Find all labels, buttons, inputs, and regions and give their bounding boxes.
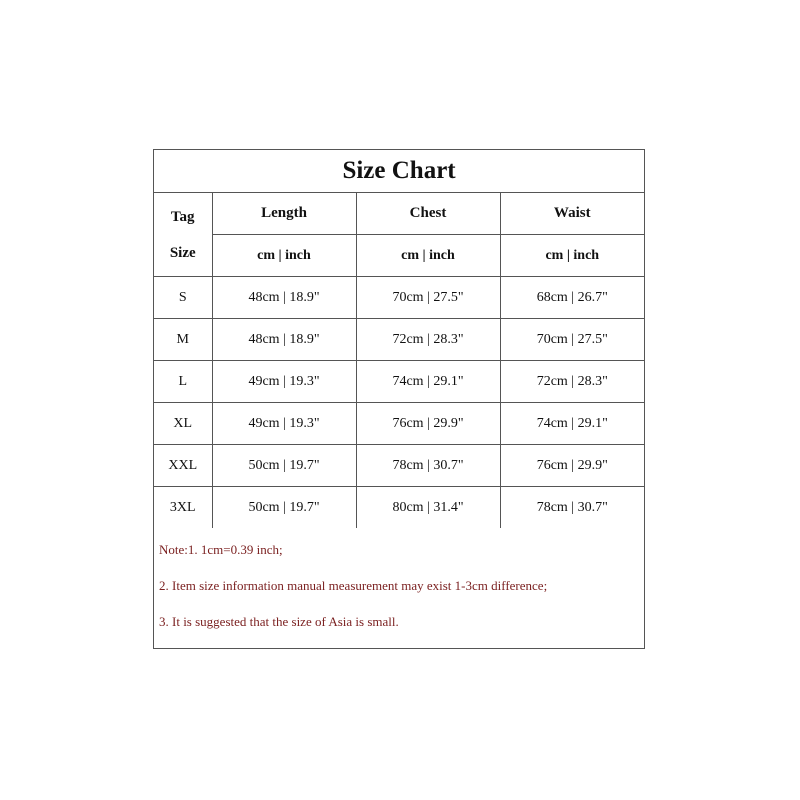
length-cell: 49cm | 19.3" bbox=[212, 361, 356, 403]
table-row bbox=[154, 445, 644, 487]
waist-cell: 70cm | 27.5" bbox=[500, 319, 644, 361]
note-1: Note:1. 1cm=0.39 inch; bbox=[159, 542, 283, 557]
waist-cell: 78cm | 30.7" bbox=[500, 487, 644, 529]
size-cell: S bbox=[154, 277, 212, 319]
chest-header: Chest bbox=[356, 193, 500, 235]
table-row bbox=[154, 361, 644, 403]
length-cell: 49cm | 19.3" bbox=[212, 403, 356, 445]
waist-cell: 72cm | 28.3" bbox=[500, 361, 644, 403]
size-chart bbox=[153, 149, 645, 649]
chest-cell: 76cm | 29.9" bbox=[356, 403, 500, 445]
size-table bbox=[154, 150, 644, 528]
chest-unit: cm | inch bbox=[356, 235, 500, 277]
waist-cell: 76cm | 29.9" bbox=[500, 445, 644, 487]
table-row bbox=[154, 319, 644, 361]
waist-cell: 74cm | 29.1" bbox=[500, 403, 644, 445]
chest-cell: 72cm | 28.3" bbox=[356, 319, 500, 361]
note-3: 3. It is suggested that the size of Asia is small. bbox=[159, 614, 399, 629]
chest-cell: 80cm | 31.4" bbox=[356, 487, 500, 529]
length-unit: cm | inch bbox=[212, 235, 356, 277]
length-header: Length bbox=[212, 193, 356, 235]
size-cell: L bbox=[154, 361, 212, 403]
chest-cell: 70cm | 27.5" bbox=[356, 277, 500, 319]
note-2: 2. Item size information manual measurement may exist 1-3cm difference; bbox=[159, 578, 548, 593]
size-cell: XL bbox=[154, 403, 212, 445]
size-label: Size bbox=[169, 244, 196, 261]
length-cell: 48cm | 18.9" bbox=[212, 277, 356, 319]
length-cell: 50cm | 19.7" bbox=[212, 445, 356, 487]
chart-title: Size Chart bbox=[154, 150, 644, 193]
chest-cell: 74cm | 29.1" bbox=[356, 361, 500, 403]
waist-header: Waist bbox=[500, 193, 644, 235]
size-cell: 3XL bbox=[154, 487, 212, 529]
table-row bbox=[154, 277, 644, 319]
length-cell: 48cm | 18.9" bbox=[212, 319, 356, 361]
waist-unit: cm | inch bbox=[500, 235, 644, 277]
tag-label: Tag bbox=[170, 208, 195, 225]
size-cell: M bbox=[154, 319, 212, 361]
size-cell: XXL bbox=[154, 445, 212, 487]
length-cell: 50cm | 19.7" bbox=[212, 487, 356, 529]
table-row bbox=[154, 403, 644, 445]
waist-cell: 68cm | 26.7" bbox=[500, 277, 644, 319]
tag-size-header bbox=[154, 193, 212, 277]
chest-cell: 78cm | 30.7" bbox=[356, 445, 500, 487]
table-row bbox=[154, 487, 644, 529]
